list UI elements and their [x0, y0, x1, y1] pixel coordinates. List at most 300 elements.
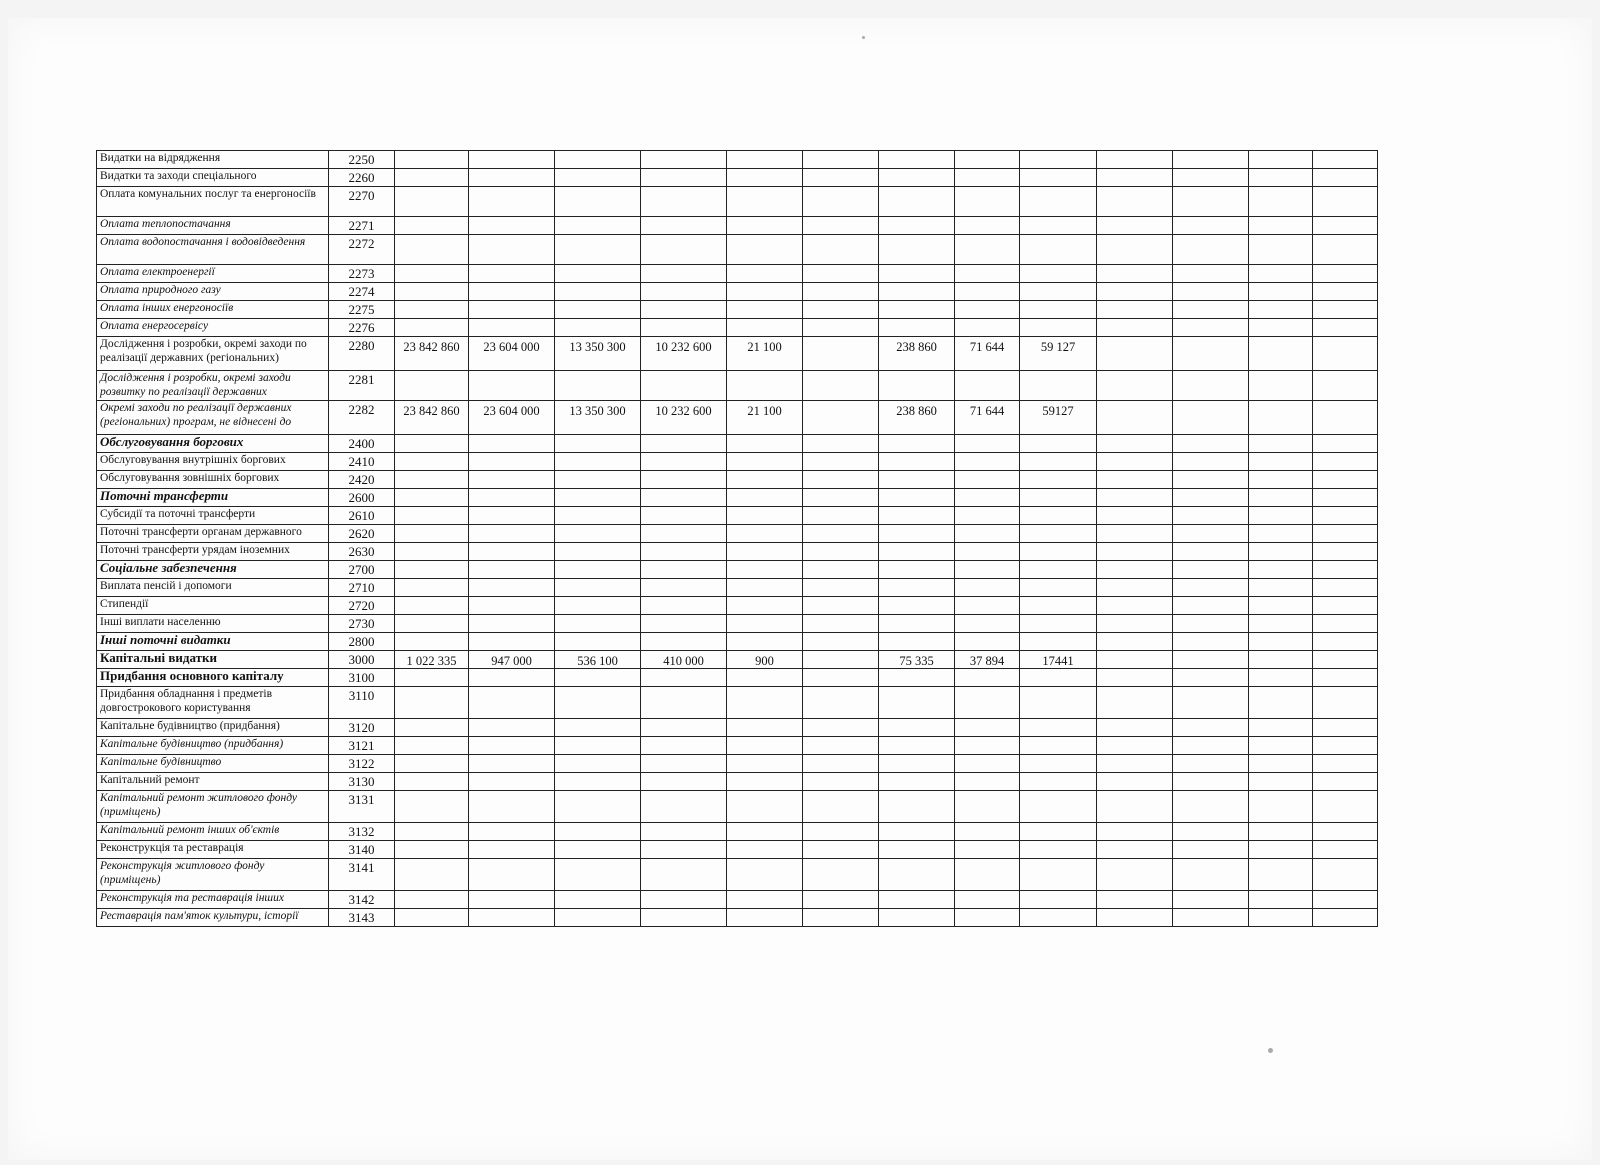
value-cell [879, 453, 955, 471]
value-cell [1249, 507, 1313, 525]
value-cell [395, 507, 469, 525]
value-cell [641, 597, 727, 615]
row-label: Оплата водопостачання і водовідведення [97, 235, 329, 265]
value-cell [1313, 543, 1378, 561]
value-cell [395, 283, 469, 301]
value-cell: 13 350 300 [555, 401, 641, 435]
row-label: Обслуговування зовнішніх боргових [97, 471, 329, 489]
value-cell [803, 217, 879, 235]
value-cell [395, 525, 469, 543]
value-cell [955, 319, 1020, 337]
value-cell [395, 453, 469, 471]
value-cell [1173, 435, 1249, 453]
row-code: 2420 [329, 471, 395, 489]
value-cell: 71 644 [955, 337, 1020, 371]
value-cell [1097, 435, 1173, 453]
value-cell [641, 301, 727, 319]
value-cell [1249, 791, 1313, 823]
value-cell [803, 859, 879, 891]
value-cell [555, 791, 641, 823]
value-cell [879, 283, 955, 301]
value-cell [395, 633, 469, 651]
value-cell [1020, 909, 1097, 927]
value-cell [803, 561, 879, 579]
value-cell [1249, 489, 1313, 507]
value-cell [955, 283, 1020, 301]
value-cell [1097, 891, 1173, 909]
value-cell [1097, 371, 1173, 401]
value-cell [1173, 561, 1249, 579]
table-row [97, 891, 1378, 909]
value-cell [1313, 169, 1378, 187]
value-cell [1173, 543, 1249, 561]
value-cell [641, 525, 727, 543]
value-cell [469, 891, 555, 909]
value-cell [641, 217, 727, 235]
row-code: 2281 [329, 371, 395, 401]
value-cell [727, 489, 803, 507]
value-cell [803, 337, 879, 371]
value-cell [879, 169, 955, 187]
value-cell [1249, 737, 1313, 755]
value-cell [469, 453, 555, 471]
value-cell [1097, 507, 1173, 525]
value-cell [1097, 633, 1173, 651]
value-cell [1249, 319, 1313, 337]
value-cell [469, 823, 555, 841]
value-cell [555, 579, 641, 597]
value-cell [803, 891, 879, 909]
value-cell [1249, 669, 1313, 687]
value-cell: 1 022 335 [395, 651, 469, 669]
value-cell [955, 301, 1020, 319]
value-cell [469, 319, 555, 337]
value-cell [555, 435, 641, 453]
value-cell [469, 265, 555, 283]
value-cell [555, 235, 641, 265]
value-cell [1097, 187, 1173, 217]
value-cell [395, 841, 469, 859]
row-label: Виплата пенсій і допомоги [97, 579, 329, 597]
value-cell [803, 235, 879, 265]
value-cell [555, 669, 641, 687]
value-cell [803, 187, 879, 217]
value-cell [641, 283, 727, 301]
value-cell [727, 319, 803, 337]
value-cell [879, 371, 955, 401]
row-label: Оплата енергосервісу [97, 319, 329, 337]
value-cell [469, 525, 555, 543]
value-cell [1249, 687, 1313, 719]
value-cell [469, 543, 555, 561]
value-cell [727, 561, 803, 579]
value-cell [469, 235, 555, 265]
value-cell [1249, 859, 1313, 891]
value-cell [1020, 597, 1097, 615]
value-cell [395, 151, 469, 169]
value-cell [555, 151, 641, 169]
value-cell [1020, 265, 1097, 283]
value-cell [727, 435, 803, 453]
value-cell [1097, 719, 1173, 737]
value-cell [955, 489, 1020, 507]
value-cell [1097, 401, 1173, 435]
value-cell: 59 127 [1020, 337, 1097, 371]
value-cell [1313, 791, 1378, 823]
value-cell [1020, 471, 1097, 489]
value-cell [641, 719, 727, 737]
value-cell [469, 597, 555, 615]
value-cell [727, 169, 803, 187]
value-cell [1173, 669, 1249, 687]
value-cell [1249, 453, 1313, 471]
row-code: 3143 [329, 909, 395, 927]
value-cell [1020, 791, 1097, 823]
value-cell [803, 597, 879, 615]
value-cell [955, 525, 1020, 543]
value-cell [555, 561, 641, 579]
value-cell: 13 350 300 [555, 337, 641, 371]
value-cell [879, 859, 955, 891]
value-cell [641, 235, 727, 265]
value-cell [1249, 597, 1313, 615]
value-cell [955, 265, 1020, 283]
value-cell [1097, 319, 1173, 337]
value-cell [1249, 543, 1313, 561]
value-cell [395, 909, 469, 927]
value-cell [395, 265, 469, 283]
value-cell: 238 860 [879, 337, 955, 371]
value-cell [955, 687, 1020, 719]
value-cell [803, 301, 879, 319]
row-code: 2730 [329, 615, 395, 633]
value-cell [555, 597, 641, 615]
value-cell [1097, 615, 1173, 633]
value-cell [555, 719, 641, 737]
table-row [97, 579, 1378, 597]
value-cell [955, 453, 1020, 471]
row-label: Обслуговування внутрішніх боргових [97, 453, 329, 471]
value-cell [1173, 891, 1249, 909]
value-cell [555, 453, 641, 471]
table-row [97, 235, 1378, 265]
value-cell [879, 773, 955, 791]
value-cell [395, 435, 469, 453]
row-code: 2282 [329, 401, 395, 435]
value-cell [803, 841, 879, 859]
table-row [97, 169, 1378, 187]
value-cell [879, 471, 955, 489]
value-cell [727, 737, 803, 755]
value-cell [1249, 337, 1313, 371]
value-cell [803, 471, 879, 489]
value-cell [555, 755, 641, 773]
value-cell [1020, 687, 1097, 719]
row-code: 2275 [329, 301, 395, 319]
row-label: Капітальне будівництво (придбання) [97, 737, 329, 755]
value-cell [555, 909, 641, 927]
row-label: Обслуговування боргових [97, 435, 329, 453]
value-cell [1249, 435, 1313, 453]
row-label: Стипендії [97, 597, 329, 615]
value-cell [641, 579, 727, 597]
value-cell [395, 859, 469, 891]
value-cell [955, 633, 1020, 651]
value-cell: 10 232 600 [641, 401, 727, 435]
table-row [97, 561, 1378, 579]
value-cell [955, 909, 1020, 927]
value-cell [1020, 579, 1097, 597]
row-code: 2272 [329, 235, 395, 265]
value-cell [1097, 737, 1173, 755]
value-cell [955, 719, 1020, 737]
value-cell [727, 823, 803, 841]
value-cell [469, 169, 555, 187]
value-cell [641, 543, 727, 561]
row-code: 2270 [329, 187, 395, 217]
value-cell [1097, 773, 1173, 791]
value-cell [1097, 579, 1173, 597]
value-cell [555, 841, 641, 859]
value-cell [1173, 525, 1249, 543]
row-code: 2276 [329, 319, 395, 337]
value-cell [641, 435, 727, 453]
value-cell [641, 791, 727, 823]
value-cell [641, 319, 727, 337]
row-label: Придбання обладнання і предметів довгострокового користування [97, 687, 329, 719]
value-cell [879, 217, 955, 235]
table-row [97, 543, 1378, 561]
row-code: 2700 [329, 561, 395, 579]
value-cell [803, 823, 879, 841]
table-row [97, 823, 1378, 841]
value-cell [1173, 401, 1249, 435]
value-cell [641, 489, 727, 507]
value-cell [803, 489, 879, 507]
value-cell [803, 909, 879, 927]
value-cell [395, 371, 469, 401]
table-row [97, 633, 1378, 651]
value-cell [803, 615, 879, 633]
row-code: 2610 [329, 507, 395, 525]
value-cell [1173, 823, 1249, 841]
row-label: Реконструкція житлового фонду (приміщень) [97, 859, 329, 891]
value-cell [555, 859, 641, 891]
value-cell [469, 687, 555, 719]
value-cell [1097, 909, 1173, 927]
value-cell [395, 687, 469, 719]
value-cell [641, 187, 727, 217]
value-cell [955, 737, 1020, 755]
row-code: 2400 [329, 435, 395, 453]
value-cell [1173, 755, 1249, 773]
value-cell [879, 755, 955, 773]
value-cell [1249, 823, 1313, 841]
value-cell [1020, 859, 1097, 891]
value-cell: 900 [727, 651, 803, 669]
value-cell [727, 719, 803, 737]
value-cell [727, 371, 803, 401]
value-cell [955, 755, 1020, 773]
value-cell [395, 773, 469, 791]
value-cell [955, 371, 1020, 401]
value-cell [727, 283, 803, 301]
value-cell [727, 687, 803, 719]
table-row [97, 435, 1378, 453]
value-cell [1249, 719, 1313, 737]
value-cell [727, 235, 803, 265]
table-row [97, 525, 1378, 543]
value-cell [727, 471, 803, 489]
value-cell [395, 235, 469, 265]
value-cell [1097, 669, 1173, 687]
table-row [97, 187, 1378, 217]
value-cell [1097, 283, 1173, 301]
value-cell [879, 841, 955, 859]
value-cell [803, 507, 879, 525]
value-cell [803, 169, 879, 187]
value-cell [469, 371, 555, 401]
row-label: Придбання основного капіталу [97, 669, 329, 687]
value-cell [1020, 435, 1097, 453]
value-cell [1249, 301, 1313, 319]
value-cell [879, 507, 955, 525]
value-cell: 37 894 [955, 651, 1020, 669]
value-cell [803, 651, 879, 669]
value-cell [1313, 891, 1378, 909]
value-cell [1173, 651, 1249, 669]
value-cell: 23 604 000 [469, 401, 555, 435]
value-cell [1097, 823, 1173, 841]
value-cell [395, 489, 469, 507]
value-cell [1097, 235, 1173, 265]
row-code: 2710 [329, 579, 395, 597]
value-cell [1249, 909, 1313, 927]
value-cell [803, 151, 879, 169]
value-cell [641, 891, 727, 909]
value-cell [727, 891, 803, 909]
value-cell [955, 435, 1020, 453]
value-cell [879, 909, 955, 927]
value-cell [1097, 337, 1173, 371]
value-cell [1020, 489, 1097, 507]
value-cell [555, 773, 641, 791]
value-cell [1313, 579, 1378, 597]
value-cell [1173, 187, 1249, 217]
row-code: 2274 [329, 283, 395, 301]
value-cell [555, 633, 641, 651]
value-cell [803, 687, 879, 719]
value-cell [1313, 471, 1378, 489]
value-cell [469, 755, 555, 773]
value-cell [803, 755, 879, 773]
row-code: 3131 [329, 791, 395, 823]
value-cell [395, 615, 469, 633]
value-cell [555, 301, 641, 319]
value-cell [1313, 489, 1378, 507]
value-cell [1173, 773, 1249, 791]
table-row [97, 737, 1378, 755]
value-cell [727, 187, 803, 217]
value-cell [1313, 151, 1378, 169]
value-cell [1097, 525, 1173, 543]
value-cell [395, 169, 469, 187]
value-cell [555, 489, 641, 507]
table-row [97, 597, 1378, 615]
value-cell [803, 371, 879, 401]
value-cell [555, 737, 641, 755]
value-cell: 21 100 [727, 337, 803, 371]
value-cell [1313, 319, 1378, 337]
value-cell [1249, 283, 1313, 301]
value-cell [1173, 841, 1249, 859]
value-cell [641, 909, 727, 927]
table-row [97, 265, 1378, 283]
value-cell [1173, 453, 1249, 471]
value-cell [727, 265, 803, 283]
value-cell [555, 319, 641, 337]
value-cell [1020, 187, 1097, 217]
value-cell [955, 507, 1020, 525]
value-cell [1173, 471, 1249, 489]
value-cell: 17441 [1020, 651, 1097, 669]
row-label: Дослідження і розробки, окремі заходи по реалізації державних (регіональних) [97, 337, 329, 371]
value-cell [555, 823, 641, 841]
value-cell [555, 187, 641, 217]
table-row [97, 719, 1378, 737]
row-label: Реконструкція та реставрація інших [97, 891, 329, 909]
value-cell [1097, 471, 1173, 489]
value-cell [727, 525, 803, 543]
value-cell [641, 265, 727, 283]
value-cell [641, 615, 727, 633]
table-row [97, 301, 1378, 319]
value-cell [1097, 301, 1173, 319]
value-cell [803, 319, 879, 337]
value-cell: 75 335 [879, 651, 955, 669]
row-label: Капітальний ремонт [97, 773, 329, 791]
value-cell [1173, 265, 1249, 283]
value-cell [955, 471, 1020, 489]
value-cell [955, 235, 1020, 265]
value-cell [1020, 217, 1097, 235]
value-cell [1020, 719, 1097, 737]
value-cell [727, 859, 803, 891]
value-cell [879, 265, 955, 283]
value-cell [803, 719, 879, 737]
value-cell: 947 000 [469, 651, 555, 669]
row-label: Поточні трансферти урядам іноземних [97, 543, 329, 561]
value-cell [1313, 615, 1378, 633]
row-label: Капітальний ремонт житлового фонду (приміщень) [97, 791, 329, 823]
value-cell [803, 525, 879, 543]
value-cell [469, 669, 555, 687]
value-cell [469, 791, 555, 823]
value-cell [803, 435, 879, 453]
value-cell [1097, 597, 1173, 615]
value-cell [555, 543, 641, 561]
row-label: Реконструкція та реставрація [97, 841, 329, 859]
value-cell [395, 737, 469, 755]
value-cell [727, 615, 803, 633]
value-cell: 536 100 [555, 651, 641, 669]
value-cell [555, 615, 641, 633]
value-cell [1249, 265, 1313, 283]
dust-speck [1268, 1048, 1273, 1053]
value-cell [1313, 525, 1378, 543]
value-cell [1173, 235, 1249, 265]
budget-table [96, 150, 1378, 927]
